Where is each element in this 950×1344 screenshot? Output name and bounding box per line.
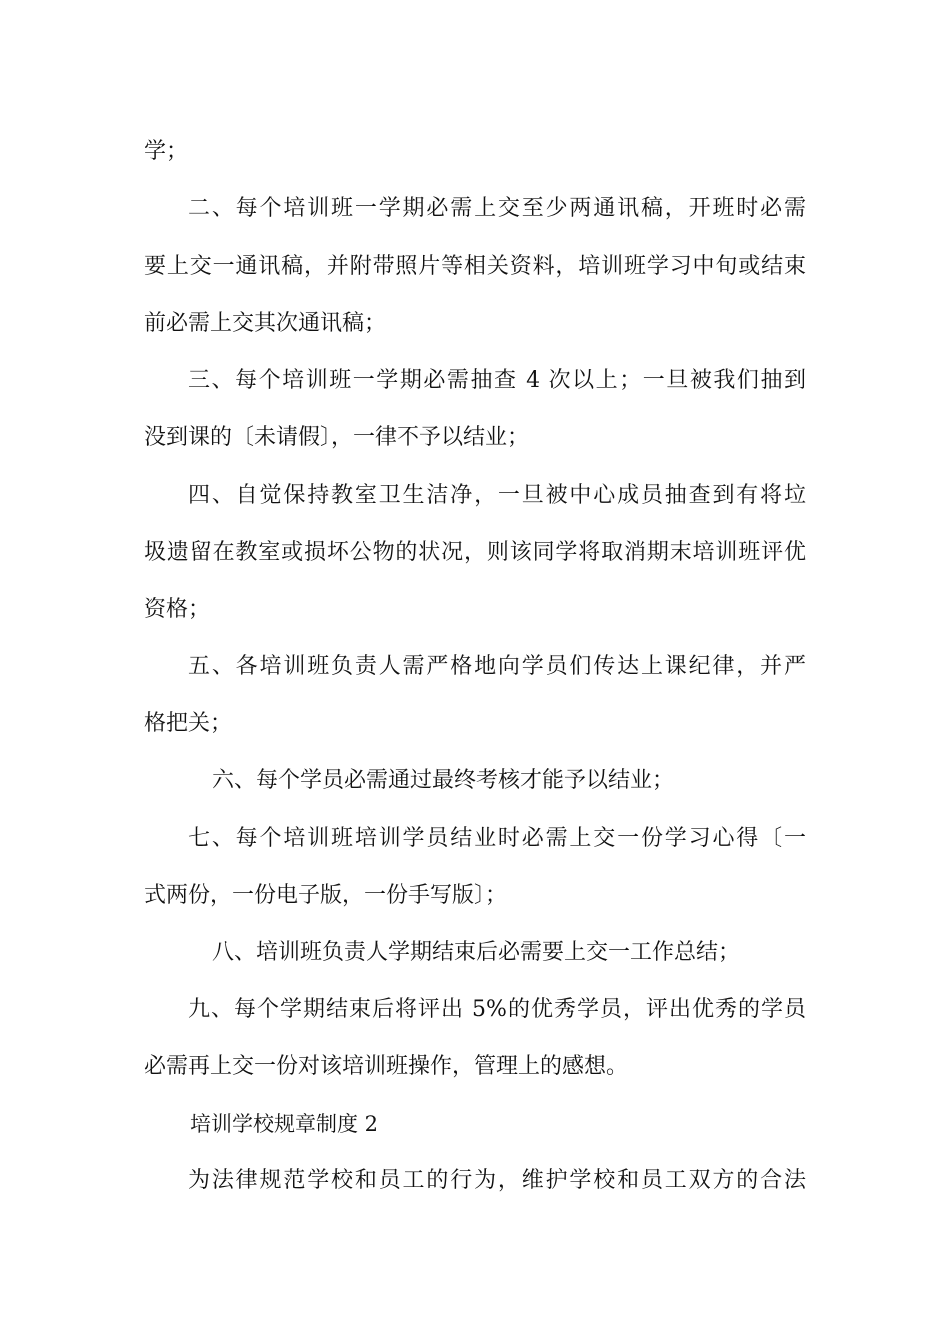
text-line: 五、各培训班负责人需严格地向学员们传达上课纪律，并严 bbox=[188, 654, 806, 679]
text-line: 三、每个培训班一学期必需抽查 4 次以上；一旦被我们抽到 bbox=[188, 368, 806, 393]
text-line: 格把关； bbox=[144, 711, 233, 736]
text-line: 要上交一通讯稿，并附带照片等相关资料，培训班学习中旬或结束 bbox=[144, 254, 806, 279]
text-line: 为法律规范学校和员工的行为，维护学校和员工双方的合法 bbox=[188, 1168, 806, 1193]
text-line: 必需再上交一份对该培训班操作，管理上的感想。 bbox=[144, 1054, 629, 1079]
text-line: 七、每个培训班培训学员结业时必需上交一份学习心得〔一 bbox=[188, 826, 806, 851]
text-line: 九、每个学期结束后将评出 5%的优秀学员，评出优秀的学员 bbox=[188, 997, 806, 1022]
text-line: 四、自觉保持教室卫生洁净，一旦被中心成员抽查到有将垃 bbox=[188, 483, 806, 508]
text-line: 学； bbox=[144, 139, 189, 164]
section-heading: 培训学校规章制度 2 bbox=[190, 1112, 379, 1136]
text-line: 二、每个培训班一学期必需上交至少两通讯稿，开班时必需 bbox=[188, 196, 806, 221]
text-line: 没到课的〔未请假〕，一律不予以结业； bbox=[144, 425, 530, 450]
text-line: 前必需上交其次通讯稿； bbox=[144, 311, 387, 336]
text-line: 六、每个学员必需通过最终考核才能予以结业； bbox=[212, 768, 675, 793]
text-line: 圾遗留在教室或损坏公物的状况，则该同学将取消期末培训班评优 bbox=[144, 540, 806, 565]
text-line: 资格； bbox=[144, 597, 211, 622]
text-line: 式两份，一份电子版，一份手写版〕； bbox=[144, 883, 508, 908]
text-line: 八、培训班负责人学期结束后必需要上交一工作总结； bbox=[212, 940, 741, 965]
